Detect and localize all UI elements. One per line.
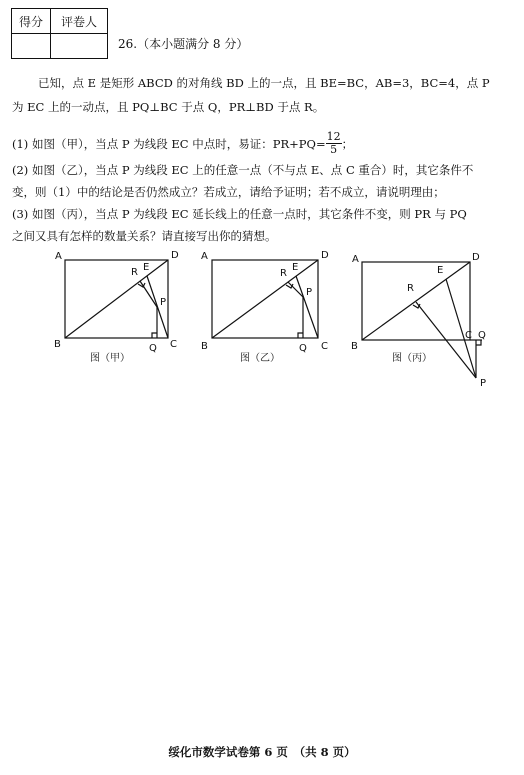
- label-e: E: [292, 262, 299, 273]
- diagonal-bd: [362, 262, 470, 340]
- label-r: R: [280, 268, 287, 279]
- label-c: C: [321, 341, 328, 352]
- label-a: A: [352, 254, 359, 265]
- label-b: B: [54, 339, 61, 350]
- grader-label: 评卷人: [51, 9, 108, 34]
- part-3-line-1: (3) 如图（丙），当点 P 为线段 EC 延长线上的任意一点时，其它条件不变，则 PR 与 PQ: [12, 207, 467, 221]
- part-2-line-1: (2) 如图（乙），当点 P 为线段 EC 上的任意一点（不与点 E、点 C 重合）时，其它条件不: [12, 163, 474, 177]
- label-d: D: [171, 250, 179, 261]
- label-q: Q: [149, 343, 157, 354]
- caption-yi: 图（乙）: [240, 353, 280, 364]
- label-r: R: [407, 283, 414, 294]
- label-p: P: [480, 378, 487, 389]
- right-angle-r: [413, 304, 420, 308]
- stem-line-1: 已知，点 E 是矩形 ABCD 的对角线 BD 上的一点，且 BE=BC，AB=3，BC=4，点 P: [38, 76, 490, 90]
- part-2-line-2: 变，则（1）中的结论是否仍然成立？若成立，请给予证明；若不成立，请说明理由；: [12, 185, 445, 199]
- label-a: A: [201, 251, 208, 262]
- stem-line-2: 为 EC 上的一动点，且 PQ⊥BC 于点 Q，PR⊥BD 于点 R。: [12, 100, 325, 114]
- question-number-title: 26.（本小题满分 8 分）: [118, 37, 249, 51]
- label-b: B: [351, 341, 358, 352]
- part-3-line-2: 之间又具有怎样的数量关系？请直接写出你的猜想。: [12, 229, 277, 243]
- figures-svg: [0, 245, 524, 405]
- label-e: E: [437, 265, 444, 276]
- caption-jia: 图（甲）: [90, 353, 130, 364]
- score-label: 得分: [12, 9, 51, 34]
- figure-yi: [212, 260, 318, 338]
- caption-bing: 图（丙）: [392, 353, 432, 364]
- fraction-numerator: 12: [326, 130, 341, 143]
- score-cell: [12, 34, 51, 59]
- label-e: E: [143, 262, 150, 273]
- label-d: D: [472, 252, 480, 263]
- score-table: [11, 8, 108, 59]
- diagonal-bd: [65, 260, 168, 338]
- segment-pr: [140, 281, 157, 307]
- label-p: P: [306, 287, 313, 298]
- fraction-denominator: 5: [330, 143, 338, 156]
- part-1-suffix: ；: [341, 136, 354, 151]
- segment-ec: [296, 276, 318, 338]
- label-d: D: [321, 250, 329, 261]
- label-c: C: [465, 330, 472, 341]
- part-1-fraction: [326, 131, 342, 156]
- segment-ep: [446, 279, 476, 378]
- label-q: Q: [299, 343, 307, 354]
- label-c: C: [170, 339, 177, 350]
- label-p: P: [160, 297, 167, 308]
- diagonal-bd: [212, 260, 318, 338]
- part-1-prefix: (1) 如图（甲），当点 P 为线段 EC 中点时，易证：PR+PQ=: [12, 136, 326, 151]
- label-a: A: [55, 251, 62, 262]
- label-r: R: [131, 267, 138, 278]
- right-angle-r: [286, 284, 293, 288]
- grader-cell: [51, 34, 108, 59]
- label-q: Q: [478, 330, 486, 341]
- figure-jia: [65, 260, 168, 338]
- right-angle-q: [152, 333, 157, 338]
- label-b: B: [201, 341, 208, 352]
- right-angle-q: [298, 333, 303, 338]
- part-1: [12, 131, 353, 156]
- page-footer: 绥化市数学试卷第 6 页 （共 8 页）: [168, 745, 356, 759]
